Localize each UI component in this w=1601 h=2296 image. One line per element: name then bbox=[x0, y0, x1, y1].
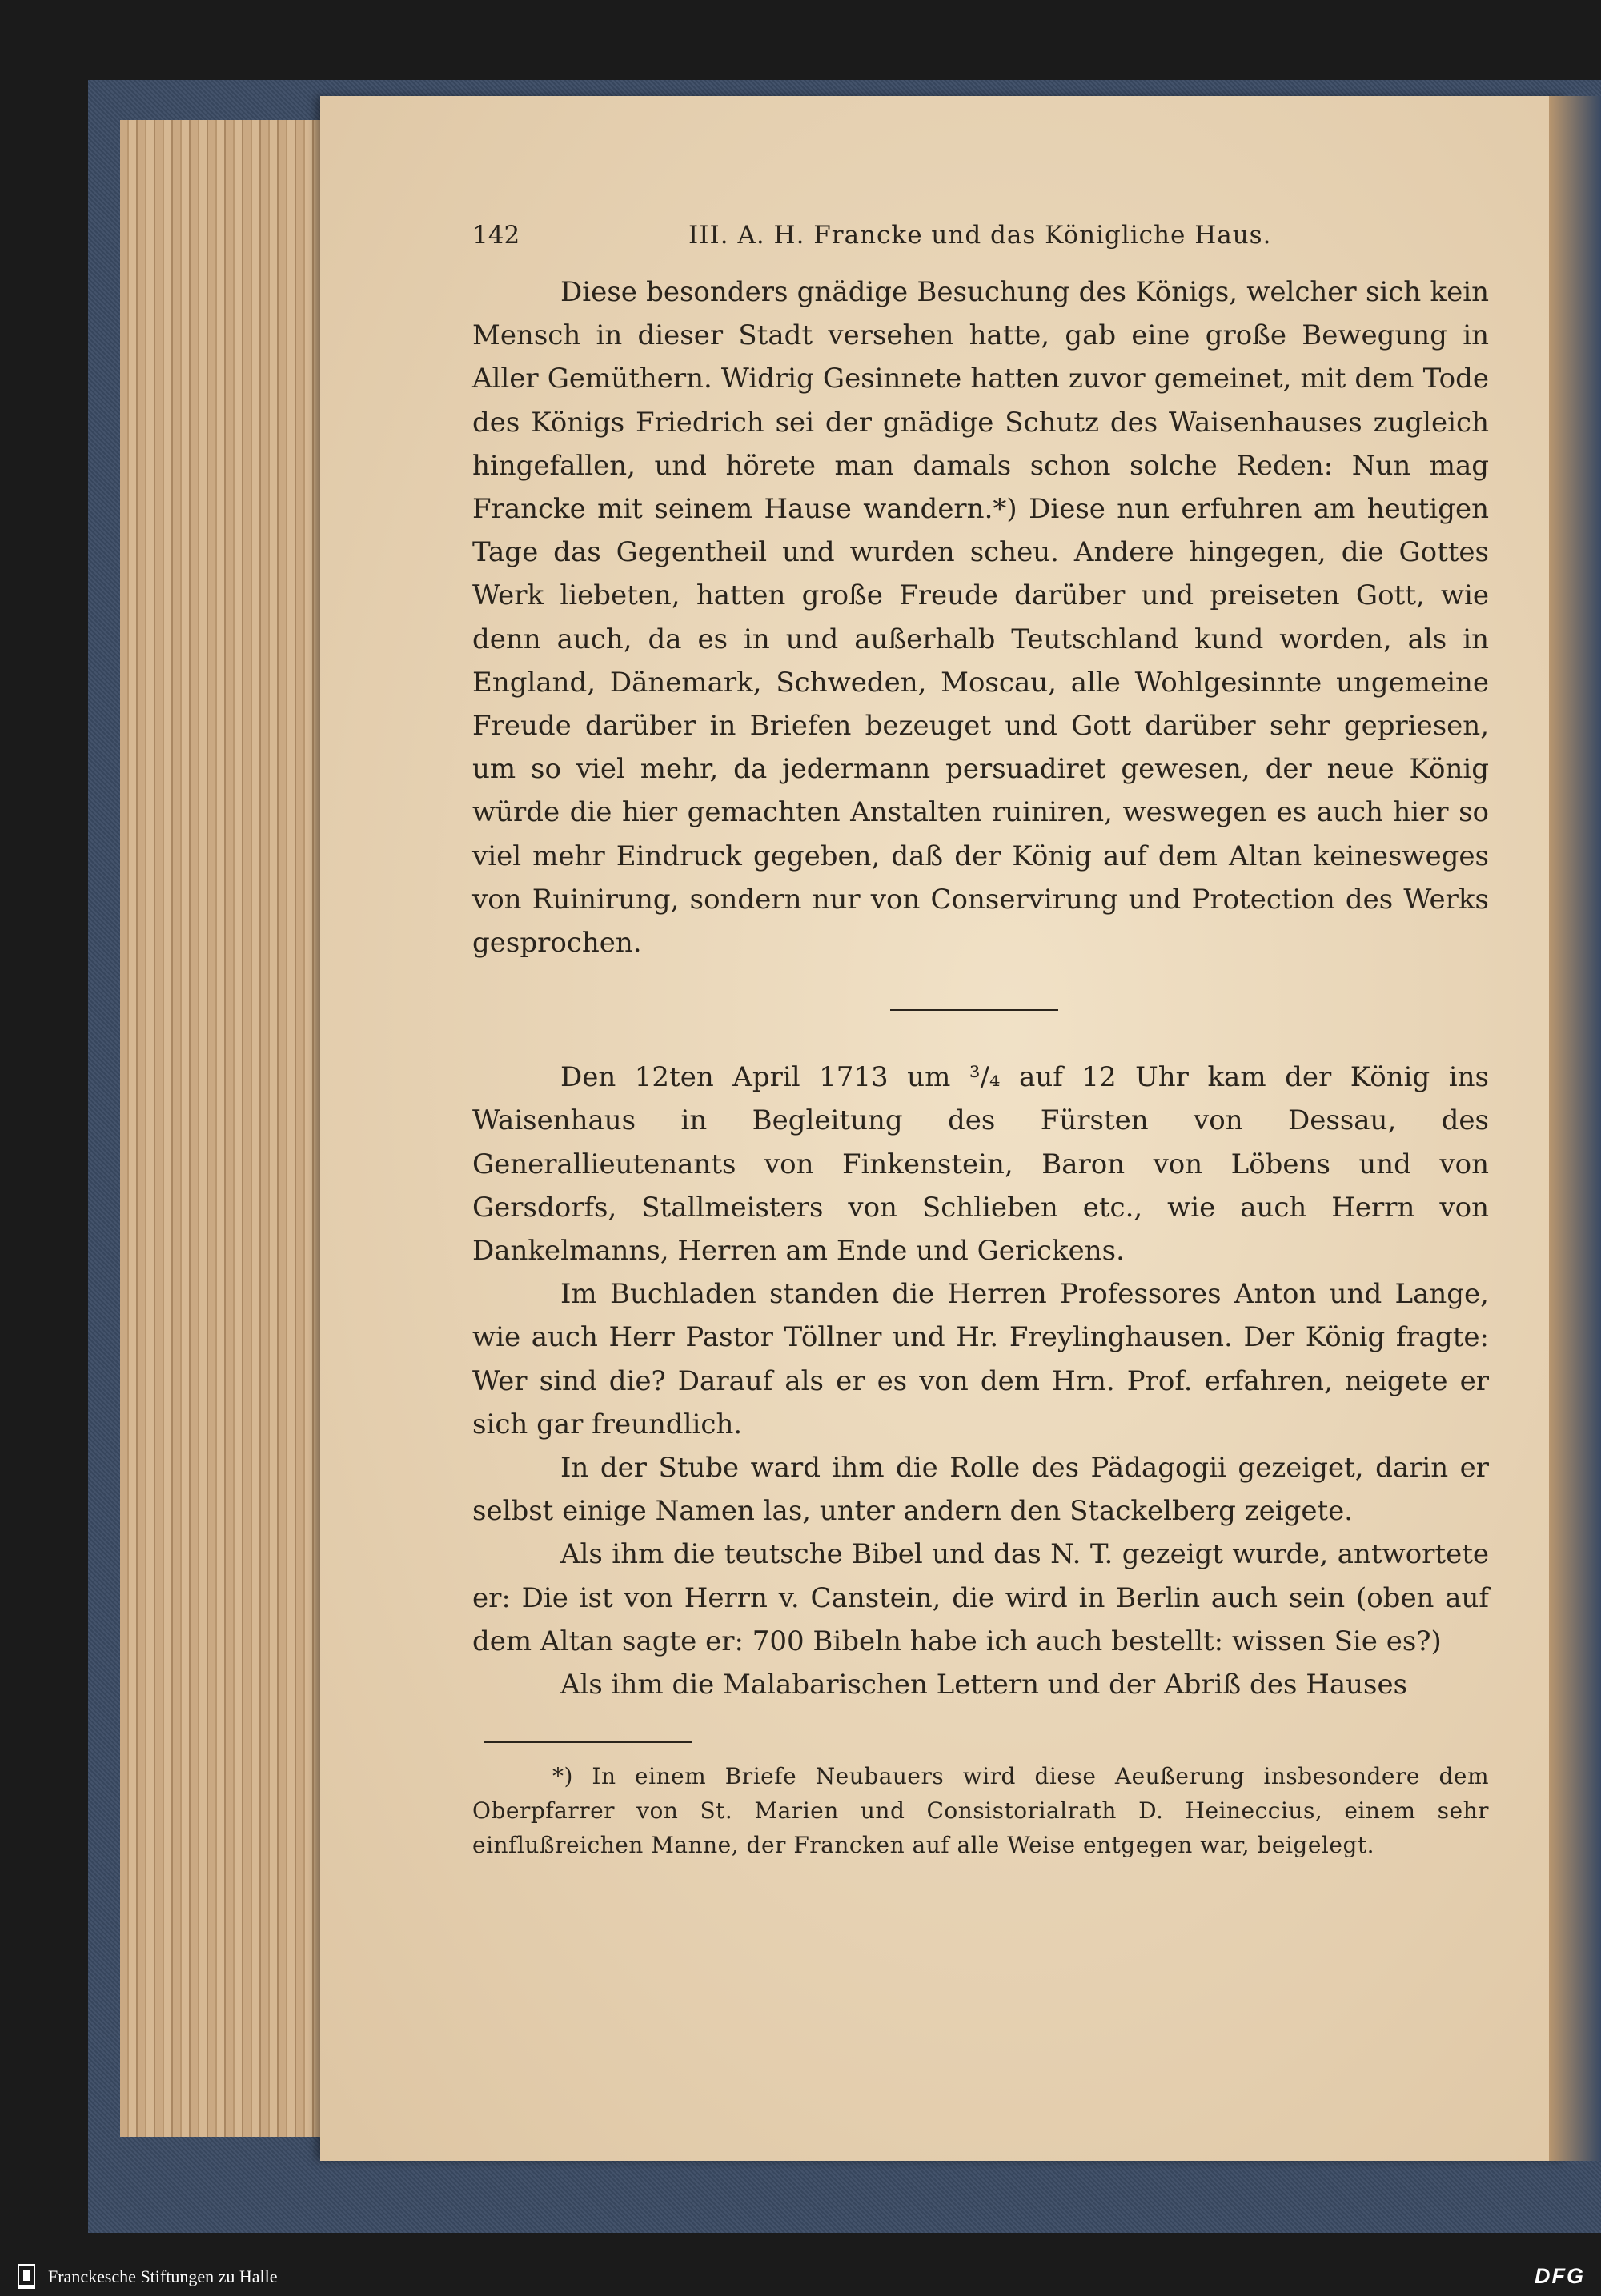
paragraph: Im Buchladen standen die Herren Professores Anton und Lange, wie auch Herr Pastor Töllner und Hr. Freylinghausen. Der König fragte: Wer sind die? Darauf als er es von dem Hrn. Prof. erfahren, neigete er sich gar freundlich. bbox=[472, 1278, 1489, 1441]
institution-name[interactable]: Franckesche Stiftungen zu Halle bbox=[48, 2266, 278, 2286]
institution-logo-icon bbox=[16, 2263, 37, 2290]
dfg-logo[interactable]: DFG bbox=[1535, 2264, 1585, 2288]
footer-bar bbox=[0, 2257, 1601, 2296]
footnote-divider bbox=[484, 1741, 692, 1743]
chapter-title: III. A. H. Francke und das Königliche Haus. bbox=[688, 221, 1272, 250]
footnote: *) In einem Briefe Neubauers wird diese Aeußerung insbesondere dem Oberpfarrer von St. Marien und Consistorialrath D. Heineccius, einem sehr einflußreichen Manne, der Francken auf alle Weise entgegen war, beigelegt. bbox=[472, 1763, 1489, 1859]
book-gutter bbox=[1549, 96, 1601, 2161]
running-head bbox=[472, 221, 1489, 261]
paragraph: Diese besonders gnädige Besuchung des Königs, welcher sich kein Mensch in dieser Stadt versehen hatte, gab eine große Bewegung in Aller Gemüthern. Widrig Gesinnete hatten zuvor gemeinet, mit dem Tode des Königs Friedrich sei der gnädige Schutz des Waisenhauses zugleich hingefallen, und hörete man damals schon solche Reden: Nun mag Francke mit seinem Hause wandern.*) Diese nun erfuhren am heutigen Tage das Gegentheil und wurden scheu. Andere hingegen, die Gottes Werk liebeten, hatten große Freude darüber und preiseten Gott, wie denn auch, da es in und außerhalb Teutschland kund worden, als in England, Dänemark, Schweden, Moscau, alle Wohlgesinnte ungemeine Freude darüber in Briefen bezeuget und Gott darüber sehr gepriesen, um so viel mehr, da jedermann persuadiret gewesen, der neue König würde die hier gemachten Anstalten ruiniren, weswegen es auch hier so viel mehr Eindruck gegeben, daß der König auf dem Altan keinesweges von Ruinirung, sondern nur von Conservirung und Protection des Werks gesprochen. bbox=[472, 276, 1489, 960]
page-text bbox=[472, 221, 1489, 1862]
paragraph: Als ihm die teutsche Bibel und das N. T. gezeigt wurde, antwortete er: Die ist von Herrn v. Canstein, die wird in Berlin auch sein (oben auf dem Altan sagte er: 700 Bibeln habe ich auch bestellt: wissen Sie es?) bbox=[472, 1538, 1489, 1657]
page-number: 142 bbox=[472, 221, 520, 250]
paragraph: In der Stube ward ihm die Rolle des Pädagogii gezeiget, darin er selbst einige Namen las, unter andern den Stackelberg zeigete. bbox=[472, 1452, 1489, 1528]
page-edges bbox=[120, 120, 328, 2137]
paragraph: Den 12ten April 1713 um ³/₄ auf 12 Uhr kam der König ins Waisenhaus in Begleitung des Fürsten von Dessau, des Generallieutenants von Finkenstein, Baron von Löbens und von Gersdorfs, Stallmeisters von Schlieben etc., wie auch Herrn von Dankelmanns, Herren am Ende und Gerickens. bbox=[472, 1061, 1489, 1268]
paragraph: Als ihm die Malabarischen Lettern und der Abriß des Hauses bbox=[560, 1669, 1408, 1701]
section-divider bbox=[890, 1009, 1058, 1011]
